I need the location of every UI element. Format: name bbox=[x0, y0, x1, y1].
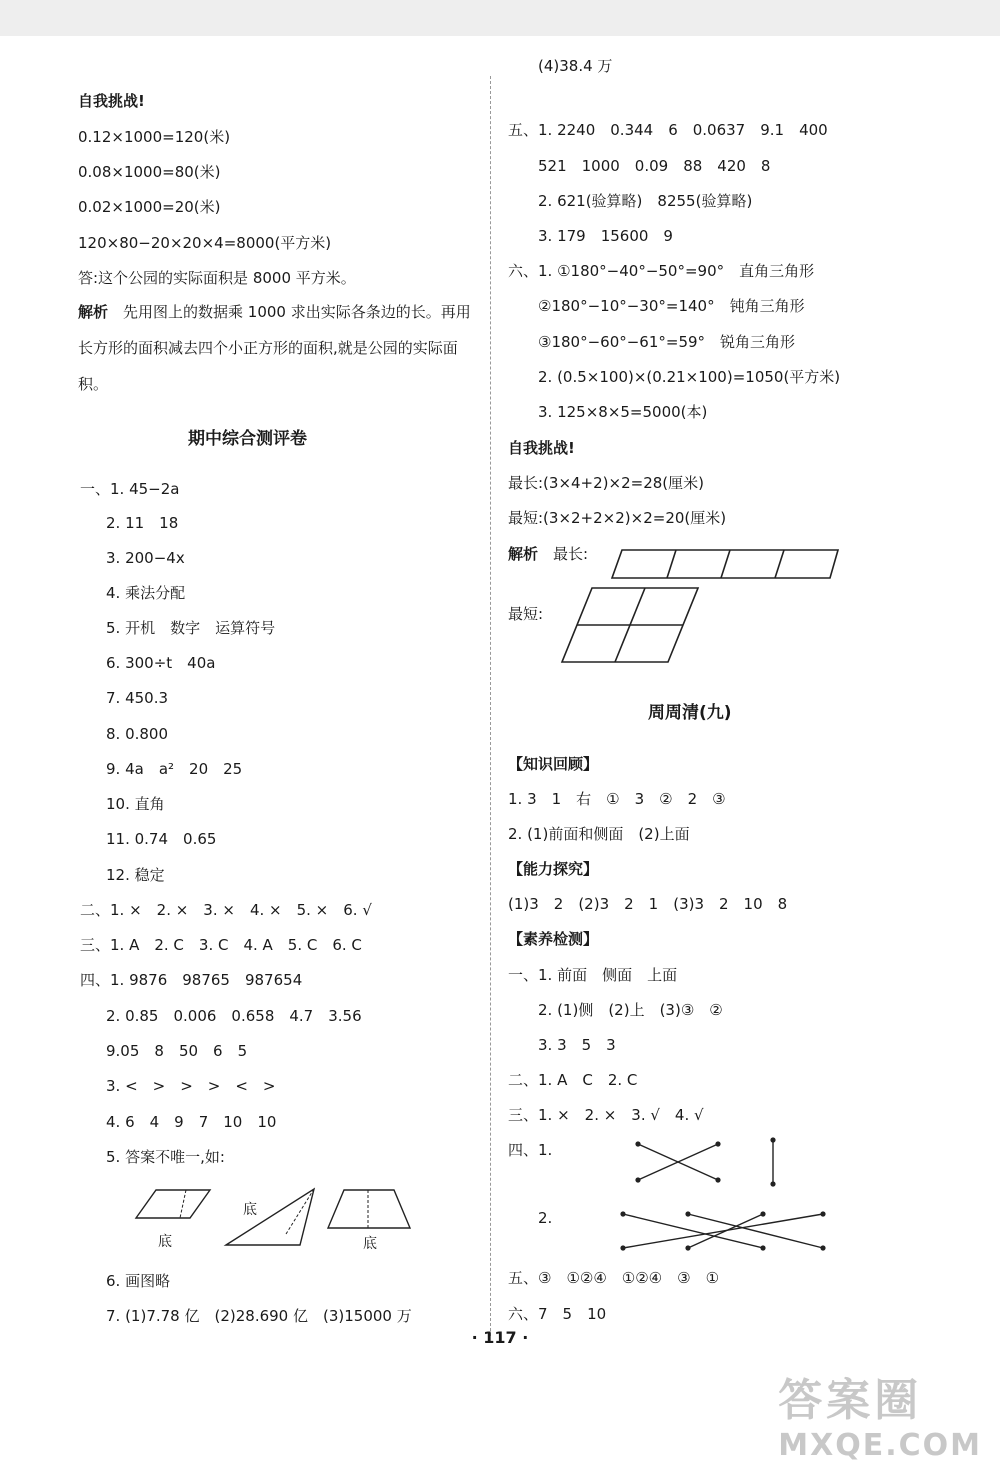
column-divider bbox=[490, 76, 491, 1336]
answer-item: 六、7 5 10 bbox=[508, 1305, 607, 1323]
challenge-title: 自我挑战! bbox=[508, 439, 575, 457]
answer-item: 3. 179 15600 9 bbox=[538, 227, 673, 245]
answer-item: 五、1. 2240 0.344 6 0.0637 9.1 400 bbox=[508, 121, 828, 139]
answer-item: 12. 稳定 bbox=[106, 866, 165, 884]
page-number: · 117 · bbox=[471, 1328, 529, 1347]
base-shapes-figure bbox=[128, 1182, 418, 1267]
answer-item: 5. 开机 数字 运算符号 bbox=[106, 619, 276, 637]
answer-item: 4. 6 4 9 7 10 10 bbox=[106, 1113, 277, 1131]
base-label: 底 bbox=[363, 1236, 377, 1252]
answer-item: 10. 直角 bbox=[106, 795, 165, 813]
answer-item: ②180°−10°−30°=140° 钝角三角形 bbox=[538, 297, 805, 315]
answer-item: 2. bbox=[538, 1209, 553, 1227]
analysis-label: 解析 bbox=[508, 545, 539, 563]
answer-item: 一、1. 前面 侧面 上面 bbox=[508, 966, 678, 984]
longest-label: 最长: bbox=[553, 545, 589, 563]
challenge-line: 0.08×1000=80(米) bbox=[78, 163, 221, 181]
trapezoid-shape bbox=[328, 1190, 410, 1228]
shortest-label: 最短: bbox=[508, 605, 544, 623]
watermark-logo bbox=[778, 1364, 982, 1463]
answer-item: 1. 3 1 右 ① 3 ② 2 ③ bbox=[508, 790, 726, 808]
watermark-url: MXQE.COM bbox=[778, 1428, 982, 1463]
answer-item: 2. (1)前面和侧面 (2)上面 bbox=[508, 825, 690, 843]
answer-item: (1)3 2 (2)3 2 1 (3)3 2 10 8 bbox=[508, 895, 788, 913]
analysis-text: 先用图上的数据乘 1000 求出实际各条边的长。再用长方形的面积减去四个小正方形的面积,就是公园的实际面积。 bbox=[78, 303, 471, 393]
height-line bbox=[180, 1190, 186, 1218]
section-heading: 【知识回顾】 bbox=[508, 755, 599, 773]
answer-item: 三、1. × 2. × 3. √ 4. √ bbox=[508, 1106, 704, 1124]
answer-item: 2. 0.85 0.006 0.658 4.7 3.56 bbox=[106, 1007, 362, 1025]
answer-item: 二、1. A C 2. C bbox=[508, 1071, 638, 1089]
section-heading: 【素养检测】 bbox=[508, 930, 599, 948]
watermark-title: 答案圈 bbox=[778, 1375, 923, 1426]
answer-item: 7. 450.3 bbox=[106, 689, 169, 707]
challenge-line: 最长:(3×4+2)×2=28(厘米) bbox=[508, 474, 704, 492]
base-label: 底 bbox=[158, 1234, 172, 1250]
challenge-answer: 答:这个公园的实际面积是 8000 平方米。 bbox=[78, 269, 356, 287]
answer-item: 五、③ ①②④ ①②④ ③ ① bbox=[508, 1269, 720, 1287]
answer-item: 一、1. 45−2a bbox=[80, 480, 180, 498]
matching-figure-1 bbox=[628, 1132, 788, 1192]
answer-item: 四、1. bbox=[508, 1141, 553, 1159]
answer-item: 6. 画图略 bbox=[106, 1272, 171, 1290]
answer-item: 2. 621(验算略) 8255(验算略) bbox=[538, 192, 753, 210]
week-title: 周周清(九) bbox=[648, 703, 732, 723]
answer-item: 8. 0.800 bbox=[106, 725, 169, 743]
answer-item: 二、1. × 2. × 3. × 4. × 5. × 6. √ bbox=[80, 901, 372, 919]
answer-item: 9.05 8 50 6 5 bbox=[106, 1042, 248, 1060]
answer-item: 六、1. ①180°−40°−50°=90° 直角三角形 bbox=[508, 262, 815, 280]
answer-item: 2. (0.5×100)×(0.21×100)=1050(平方米) bbox=[538, 368, 841, 386]
answer-item: 三、1. A 2. C 3. C 4. A 5. C 6. C bbox=[80, 936, 362, 954]
answer-item: 521 1000 0.09 88 420 8 bbox=[538, 157, 771, 175]
challenge-title: 自我挑战! bbox=[78, 92, 145, 110]
shortest-figure bbox=[558, 586, 703, 668]
triangle-shape bbox=[226, 1189, 314, 1245]
answer-item: 四、1. 9876 98765 987654 bbox=[80, 971, 303, 989]
base-label: 底 bbox=[243, 1202, 257, 1218]
scan-top-band bbox=[0, 0, 1000, 36]
answer-item: 2. (1)侧 (2)上 (3)③ ② bbox=[538, 1001, 723, 1019]
answer-item: 3. 125×8×5=5000(本) bbox=[538, 403, 708, 421]
answer-item: 3. < > > > < > bbox=[106, 1077, 276, 1095]
answer-item: 3. 3 5 3 bbox=[538, 1036, 616, 1054]
answer-item: 9. 4a a² 20 25 bbox=[106, 760, 243, 778]
answer-item: 11. 0.74 0.65 bbox=[106, 830, 217, 848]
answer-item: 4. 乘法分配 bbox=[106, 584, 186, 602]
matching-figure-2 bbox=[613, 1202, 833, 1262]
midterm-title: 期中综合测评卷 bbox=[188, 429, 307, 449]
analysis-row bbox=[508, 544, 588, 564]
answer-item: ③180°−60°−61°=59° 锐角三角形 bbox=[538, 333, 796, 351]
height-line bbox=[286, 1189, 314, 1234]
answer-item: 7. (1)7.78 亿 (2)28.690 亿 (3)15000 万 bbox=[106, 1307, 412, 1325]
answer-item: (4)38.4 万 bbox=[538, 57, 613, 75]
answer-item: 3. 200−4x bbox=[106, 549, 185, 567]
answer-item: 5. 答案不唯一,如: bbox=[106, 1148, 225, 1166]
analysis-paragraph bbox=[78, 294, 478, 402]
challenge-line: 0.02×1000=20(米) bbox=[78, 198, 221, 216]
parallelogram-shape bbox=[136, 1190, 210, 1218]
challenge-line: 0.12×1000=120(米) bbox=[78, 128, 231, 146]
longest-figure bbox=[608, 546, 848, 586]
answer-item: 6. 300÷t 40a bbox=[106, 654, 216, 672]
section-heading: 【能力探究】 bbox=[508, 860, 599, 878]
challenge-line: 120×80−20×20×4=8000(平方米) bbox=[78, 234, 332, 252]
challenge-line: 最短:(3×2+2×2)×2=20(厘米) bbox=[508, 509, 727, 527]
analysis-label: 解析 bbox=[78, 303, 109, 321]
answer-item: 2. 11 18 bbox=[106, 514, 179, 532]
